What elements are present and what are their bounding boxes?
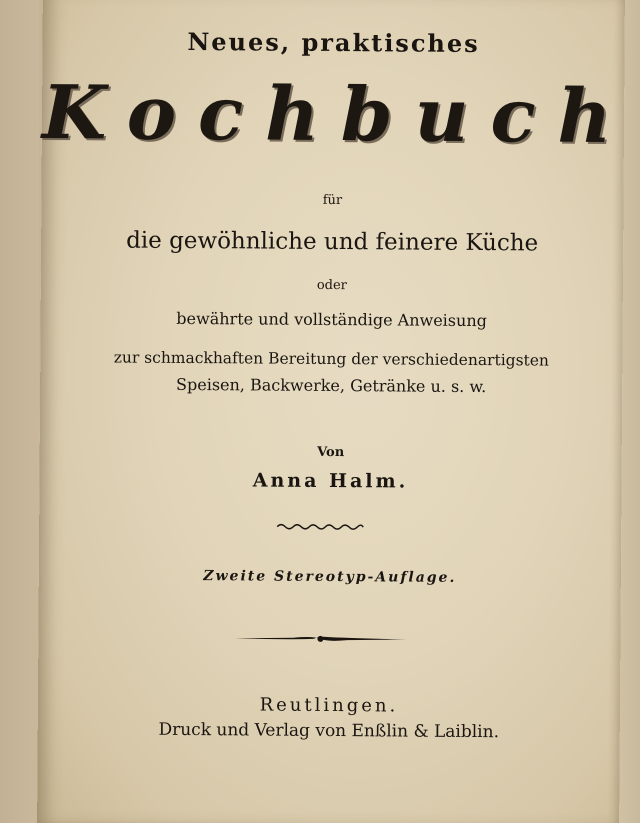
book-place: Reutlingen. — [259, 694, 399, 717]
book-subtitle-top: Neues, praktisches — [187, 26, 480, 59]
book-oder: oder — [316, 277, 347, 294]
title-page — [37, 0, 634, 823]
book-fuer: für — [322, 192, 343, 209]
book-speisen-line: Speisen, Backwerke, Getränke u. s. w. — [175, 374, 487, 397]
book-edition: Zweite Stereotyp-Auflage. — [203, 568, 457, 586]
book-author: Anna Halm. — [252, 469, 409, 493]
rule-ornament — [233, 632, 408, 645]
book-publisher: Druck und Verlag von Enßlin & Laiblin. — [158, 719, 500, 743]
book-von: Von — [317, 444, 345, 461]
book-title: Kochbuch — [41, 69, 634, 161]
book-kueche-line: die gewöhnliche und feinere Küche — [126, 227, 539, 257]
book-anweisung-line: bewährte und vollständige Anweisung — [176, 308, 487, 331]
book-zubereitung-line: zur schmackhaften Bereitung der verschiedenartigsten — [113, 348, 550, 370]
wave-ornament — [275, 522, 365, 533]
